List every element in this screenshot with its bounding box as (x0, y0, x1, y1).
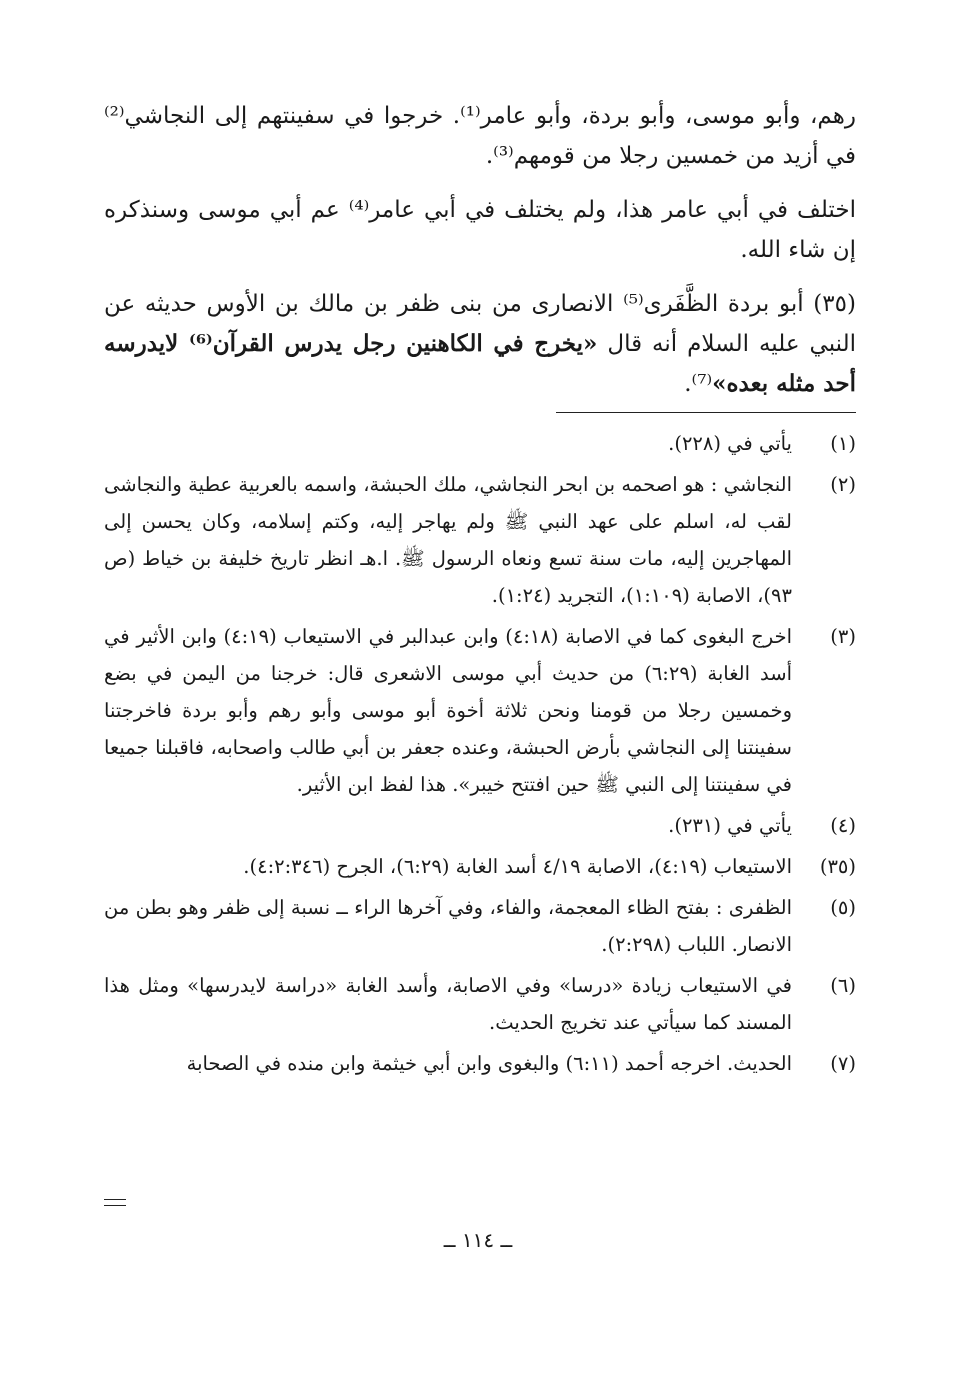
footnote-1 (104, 425, 856, 462)
footnote-number: (٢) (830, 473, 856, 496)
footnote-number: (٤) (830, 814, 856, 837)
paragraph-1: رهم، وأبو موسى، وأبو بردة، وأبو عامر⁽¹⁾. خرجوا في سفينتهم إلى النجاشي⁽²⁾ في أزيد من خمسين رجلا من قومهم⁽³⁾. (104, 103, 856, 169)
footnote-number: (٧) (830, 1052, 856, 1075)
footnote-number: (١) (830, 432, 856, 455)
footnote-text: يأتي في (٢٣١). (668, 814, 792, 837)
footnote-text: اخرج البغوى كما في الاصابة (٤:١٨) وابن عبدالبر في الاستيعاب (٤:١٩) وابن الأثير في أسد الغابة (٦:٢٩) من حديث أبي موسى الاشعرى قال: خرجنا من اليمن في بضع وخمسين رجلا من قومنا ونحن ثلاثة أخوة أبو موسى وأبو رهم وأبو بردة فاخرجتنا سفينتنا إلى النجاشي بأرض الحبشة، وعنده جعفر بن أبي طالب واصحابه، فاقبلنا جميعا في سفينتنا إلى النبي ﷺ حين افتتح خيبر». هذا لفظ ابن الأثير. (104, 625, 793, 796)
paragraph-3-intro: (٣٥) أبو بردة الظَّفَرى⁽⁵⁾ الانصارى من بنى ظفر بن مالك بن الأوس حديثه عن النبي عليه السلام أنه قال (104, 291, 856, 357)
footnote-number: (٦) (830, 974, 856, 997)
footnote-6 (104, 967, 856, 1041)
paragraph-3 (104, 284, 856, 404)
footnotes (104, 425, 856, 1082)
page-body (104, 96, 856, 1086)
hadith-quote: «يخرج في الكاهنين رجل يدرس القرآن⁽⁶⁾ لايدرسه أحد مثله بعده» (104, 330, 856, 397)
paragraph-3-ref: ⁽⁷⁾. (684, 371, 713, 397)
footnote-number: (٥) (830, 896, 856, 919)
footnote-7 (104, 1045, 856, 1082)
footnote-35 (104, 848, 856, 885)
footnote-text: الاستيعاب (٤:١٩)، الاصابة ٤/١٩ أسد الغابة (٦:٢٩)، الجرح (٤:٢:٣٤٦). (243, 855, 792, 878)
footnote-separator (556, 412, 856, 413)
footnote-number: (٣٥) (819, 855, 856, 878)
footnote-2 (104, 466, 856, 614)
footnote-text: الحديث. اخرجه أحمد (٦:١١) والبغوى وابن أبي خيثمة وابن منده في الصحابة (186, 1052, 792, 1075)
footnote-text: في الاستيعاب زيادة «درسا» وفي الاصابة، وأسد الغابة «دراسة لايدرسها» ومثل هذا المسند كما سيأتي عند تخريج الحديث. (104, 974, 792, 1034)
page-number: ــ ١١٤ ــ (443, 1228, 513, 1252)
continuation-mark (104, 1199, 126, 1206)
footnote-3 (104, 618, 856, 803)
paragraph-2: اختلف في أبي عامر هذا، ولم يختلف في أبي عامر⁽⁴⁾ عم أبي موسى وسنذكره إن شاء الله. (104, 197, 856, 263)
footnote-text: يأتي في (٢٢٨). (668, 432, 792, 455)
footnote-number: (٣) (830, 625, 856, 648)
footnote-5 (104, 889, 856, 963)
footnote-text: النجاشي : هو اصحمه بن ابحر النجاشي، ملك الحبشة، واسمه بالعربية عطية والنجاشى لقب له، اسلم على عهد النبي ﷺ ولم يهاجر إليه، وكتم إسلامه، وكان يحسن إلى المهاجرين إليه، مات سنة تسع ونعاه الرسول ﷺ. ا.هـ انظر تاريخ خليفة بن خياط (ص ٩٣)، الاصابة (١:١٠٩)، التجريد (١:٢٤). (104, 473, 792, 607)
footnote-4 (104, 807, 856, 844)
footnote-text: الظفرى : بفتح الظاء المعجمة، والفاء، وفي آخرها الراء ــ نسبة إلى ظفر وهو بطن من الانصار. اللباب (٢:٢٩٨). (104, 896, 792, 956)
